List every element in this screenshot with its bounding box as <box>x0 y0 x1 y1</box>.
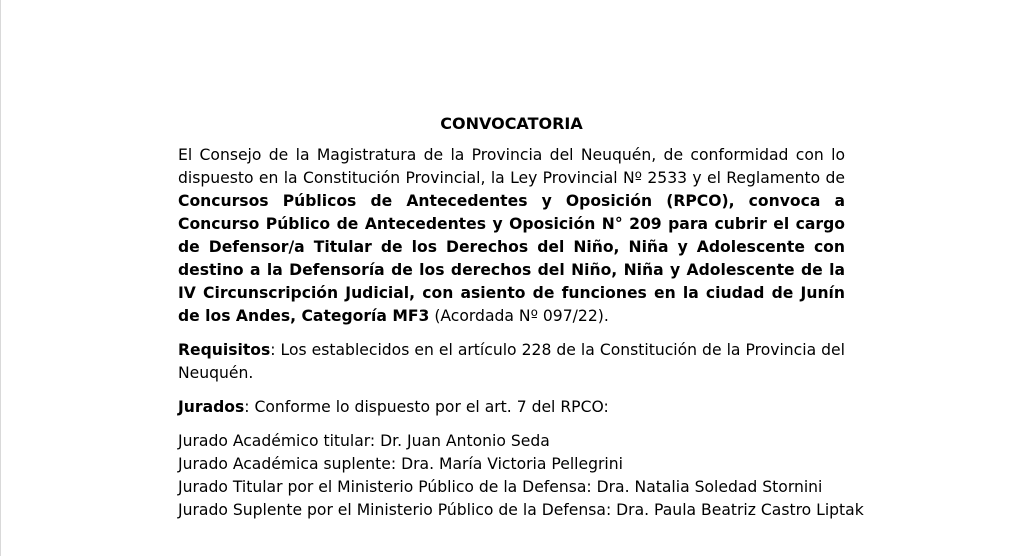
intro-reference: (Acordada Nº 097/22). <box>429 307 609 325</box>
intro-paragraph <box>178 144 845 328</box>
document-title: CONVOCATORIA <box>440 114 583 133</box>
jury-item-academic-titular: Jurado Académico titular: Dr. Juan Antonio Seda <box>178 432 550 450</box>
jurados-label: Jurados <box>178 398 245 416</box>
jurados-paragraph <box>178 396 845 419</box>
jury-list <box>178 430 864 522</box>
document-body <box>178 112 864 522</box>
requisitos-paragraph <box>178 339 845 385</box>
intro-text: El Consejo de la Magistratura de la Provincia del Neuquén, de conformidad con lo dispuesto en la Constitución Provincial, la Ley Provincial Nº 2533 y el Reglamento de <box>178 146 845 187</box>
jury-item-academic-suplente: Jurado Académica suplente: Dra. María Victoria Pellegrini <box>178 455 623 473</box>
jurados-text: : Conforme lo dispuesto por el art. 7 del RPCO: <box>244 398 609 416</box>
jury-item-defensa-suplente: Jurado Suplente por el Ministerio Público de la Defensa: Dra. Paula Beatriz Castro Liptak <box>178 501 864 519</box>
intro-bold-text: Concursos Públicos de Antecedentes y Oposición (RPCO), convoca a Concurso Público de Antecedentes y Oposición N° 209 para cubrir el cargo de Defensor/a Titular de los Derechos del Niño, Niña y Adolescente con destino a la Defensoría de los derechos del Niño, Niña y Adolescente de la IV Circunscripción Judicial, con asiento de funciones en la ciudad de Junín de los Andes, Categoría MF3 <box>178 192 845 325</box>
requisitos-label: Requisitos <box>178 341 271 359</box>
jury-item-defensa-titular: Jurado Titular por el Ministerio Público de la Defensa: Dra. Natalia Soledad Stornini <box>178 478 823 496</box>
page-edge-divider <box>0 0 1 556</box>
requisitos-text: : Los establecidos en el artículo 228 de la Constitución de la Provincia del Neuquén. <box>178 341 845 382</box>
